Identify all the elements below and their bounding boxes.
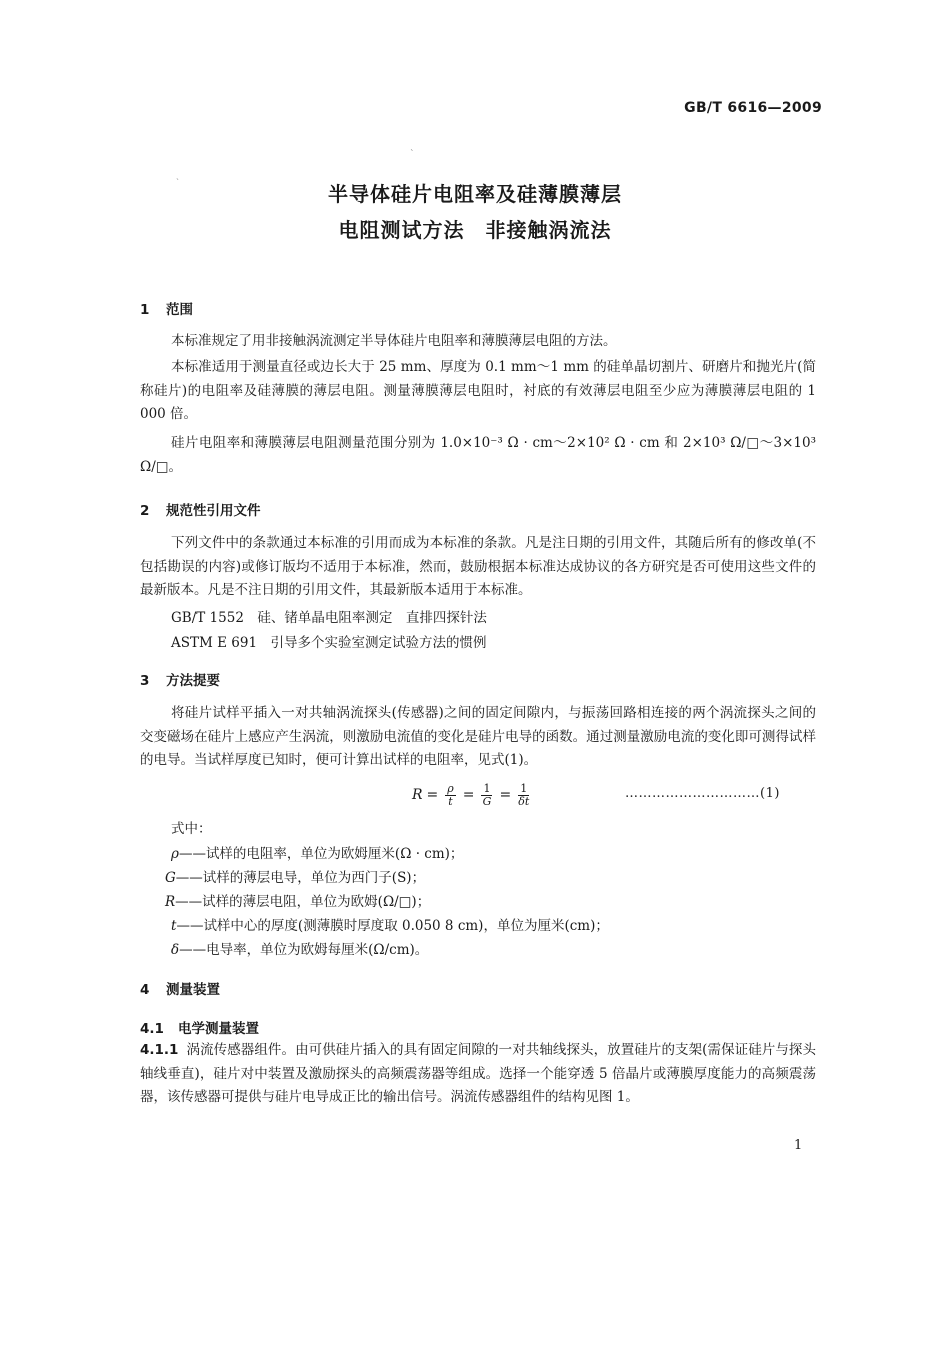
variable-description: ——试样的薄层电导，单位为西门子(S)；	[175, 870, 426, 886]
scan-speck: ˏ	[176, 171, 179, 181]
variable-symbol: G	[165, 870, 176, 886]
clause-4-1-1	[140, 1039, 816, 1110]
subsection-4-1-heading	[140, 1017, 259, 1037]
paragraph: 本标准适用于测量直径或边长大于 25 mm、厚度为 0.1 mm～1 mm 的硅单晶切割片、研磨片和抛光片(简称硅片)的电阻率及硅薄膜的薄层电阻。测量薄膜薄层电阻时，衬底的有效薄层电阻至少应为薄膜薄层电阻的 1 000 倍。	[140, 359, 816, 422]
section-title: 测量装置	[166, 982, 220, 998]
variable-definition	[171, 939, 428, 962]
subsection-number: 4.1	[140, 1021, 164, 1037]
page-number: 1	[794, 1138, 803, 1153]
section-1-heading	[140, 298, 193, 318]
document-title-line2: 电阻测试方法 非接触涡流法	[338, 218, 612, 242]
section-title: 范围	[166, 302, 193, 318]
denominator: t	[448, 794, 453, 808]
variable-description: ——试样中心的厚度(测薄膜时厚度取 0.050 8 cm)，单位为厘米(cm)；	[176, 918, 609, 934]
section-title: 规范性引用文件	[166, 503, 261, 519]
variable-symbol: R	[165, 894, 176, 910]
fraction	[518, 783, 529, 808]
numerator: ρ	[447, 781, 454, 795]
section-3-heading	[140, 669, 220, 689]
variable-definition	[165, 891, 430, 914]
paragraph: 硅片电阻率和薄膜薄层电阻测量范围分别为 1.0×10⁻³ Ω · cm～2×10² Ω · cm 和 2×10³ Ω/□～3×10³ Ω/□。	[140, 435, 816, 475]
section-2-heading	[140, 499, 261, 519]
paragraph: 将硅片试样平插入一对共轴涡流探头(传感器)之间的固定间隙内，与振荡回路相连接的两个涡流探头之间的交变磁场在硅片上感应产生涡流，则激励电流值的变化是硅片电导的函数。通过测量激励电流的变化即可测得试样的电导。当试样厚度已知时，便可计算出试样的电阻率，见式(1)。	[140, 705, 816, 768]
normative-reference: ASTM E 691 引导多个实验室测定试验方法的惯例	[171, 635, 487, 651]
subsection-title: 电学测量装置	[178, 1021, 259, 1037]
normative-reference: GB/T 1552 硅、锗单晶电阻率测定 直排四探针法	[171, 610, 487, 626]
variable-description: ——电导率，单位为欧姆每厘米(Ω/cm)。	[179, 942, 429, 958]
section-number: 3	[140, 673, 150, 689]
fraction	[481, 783, 492, 808]
variable-description: ——试样的薄层电阻，单位为欧姆(Ω/□)；	[175, 894, 431, 910]
section-title: 方法提要	[166, 673, 220, 689]
clause-number: 4.1.1	[140, 1042, 179, 1058]
equation-number: …………………………(1)	[625, 786, 780, 801]
section-number: 4	[140, 982, 150, 998]
section-number: 1	[140, 302, 150, 318]
paragraph: 本标准规定了用非接触涡流测定半导体硅片电阻率和薄膜薄层电阻的方法。	[171, 333, 617, 349]
standard-code: GB/T 6616—2009	[684, 100, 822, 116]
variable-symbol: t	[171, 918, 177, 934]
scan-speck: ˋ	[410, 150, 415, 160]
fraction	[445, 783, 455, 808]
denominator: δt	[518, 794, 530, 808]
formula-1	[412, 778, 532, 812]
numerator: 1	[483, 781, 491, 795]
variable-description: ——试样的电阻率，单位为欧姆厘米(Ω · cm)；	[178, 846, 464, 862]
where-label: 式中：	[171, 821, 212, 837]
section-number: 2	[140, 503, 150, 519]
formula-lhs: R	[412, 787, 423, 803]
paragraph: 下列文件中的条款通过本标准的引用而成为本标准的条款。凡是注日期的引用文件，其随后所有的修改单(不包括勘误的内容)或修订版均不适用于本标准，然而，鼓励根据本标准达成协议的各方研究是否可使用这些文件的最新版本。凡是不注日期的引用文件，其最新版本适用于本标准。	[140, 535, 816, 598]
equals-sign: =	[499, 787, 512, 803]
clause-text: 涡流传感器组件。由可供硅片插入的具有固定间隙的一对共轴线探头，放置硅片的支架(需保证硅片与探头轴线垂直)，硅片对中装置及激励探头的高频震荡器等组成。选择一个能穿透 5 倍晶片或薄膜厚度能力的高频震荡器，该传感器可提供与硅片电导成正比的输出信号。涡流传感器组件的结构见图 1。	[140, 1042, 816, 1105]
denominator: G	[482, 794, 492, 808]
variable-symbol: δ	[171, 942, 180, 958]
variable-definition	[171, 915, 609, 938]
equals-sign: =	[462, 787, 475, 803]
section-4-heading	[140, 978, 220, 998]
variable-symbol: ρ	[171, 846, 179, 862]
numerator: 1	[520, 781, 528, 795]
document-title-line1: 半导体硅片电阻率及硅薄膜薄层	[328, 182, 622, 206]
equals-sign: =	[426, 787, 439, 803]
variable-definition	[171, 843, 463, 866]
variable-definition	[165, 867, 425, 890]
